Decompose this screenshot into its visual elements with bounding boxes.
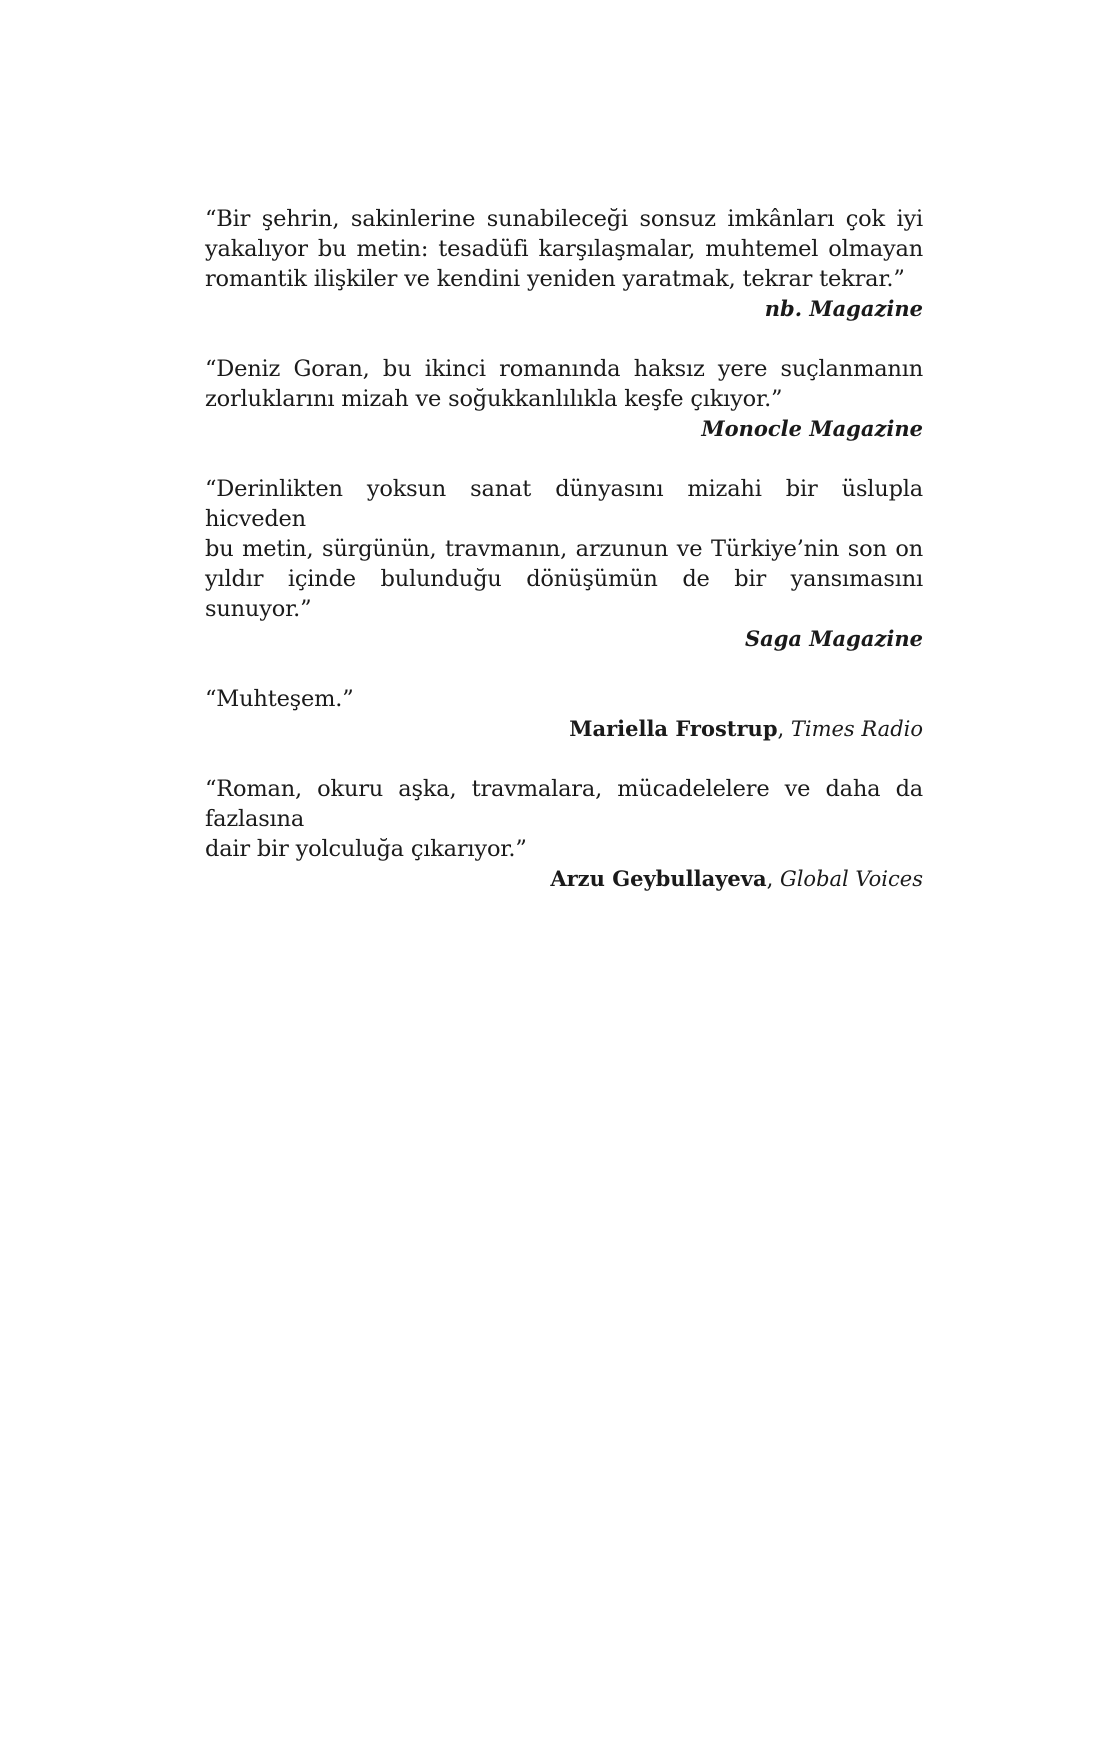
quote-line: romantik ilişkiler ve kendini yeniden yaratmak, tekrar tekrar.” <box>205 266 905 292</box>
review-attribution <box>205 864 923 894</box>
review-attribution <box>205 414 923 444</box>
praise-page <box>205 204 923 924</box>
review-attribution <box>205 624 923 654</box>
review-quote <box>205 774 923 864</box>
review-attribution <box>205 714 923 744</box>
review-quote <box>205 204 923 294</box>
quote-line: zorluklarını mizah ve soğukkanlılıkla keşfe çıkıyor.” <box>205 386 783 412</box>
attribution-separator: , <box>766 867 780 891</box>
review-3 <box>205 474 923 654</box>
review-1 <box>205 204 923 324</box>
review-quote <box>205 354 923 414</box>
quote-line: “Bir şehrin, sakinlerine sunabileceği sonsuz imkânları çok iyi <box>205 206 923 232</box>
quote-line: bu metin, sürgünün, travmanın, arzunun ve Türkiye’nin son on <box>205 536 923 562</box>
review-author: Arzu Geybullayeva <box>550 866 767 891</box>
review-quote <box>205 684 923 714</box>
quote-line: “Deniz Goran, bu ikinci romanında haksız yere suçlanmanın <box>205 356 923 382</box>
review-publication: Times Radio <box>790 717 923 741</box>
quote-line: yakalıyor bu metin: tesadüfi karşılaşmalar, muhtemel olmayan <box>205 236 923 262</box>
review-source: Saga Magazine <box>744 626 923 651</box>
review-quote <box>205 474 923 624</box>
quote-line: yıldır içinde bulunduğu dönüşümün de bir yansımasını sunuyor.” <box>205 566 923 622</box>
review-4 <box>205 684 923 744</box>
attribution-separator: , <box>777 717 791 741</box>
review-attribution <box>205 294 923 324</box>
review-publication: Global Voices <box>779 867 923 891</box>
review-source: Monocle Magazine <box>701 416 923 441</box>
review-5 <box>205 774 923 894</box>
quote-line: “Roman, okuru aşka, travmalara, mücadelelere ve daha da fazlasına <box>205 776 923 832</box>
quote-line: “Derinlikten yoksun sanat dünyasını mizahi bir üslupla hicveden <box>205 476 923 532</box>
review-author: Mariella Frostrup <box>569 716 778 741</box>
quote-line: dair bir yolculuğa çıkarıyor.” <box>205 836 527 862</box>
review-2 <box>205 354 923 444</box>
review-source: nb. Magazine <box>764 296 923 321</box>
quote-line: “Muhteşem.” <box>205 686 354 712</box>
